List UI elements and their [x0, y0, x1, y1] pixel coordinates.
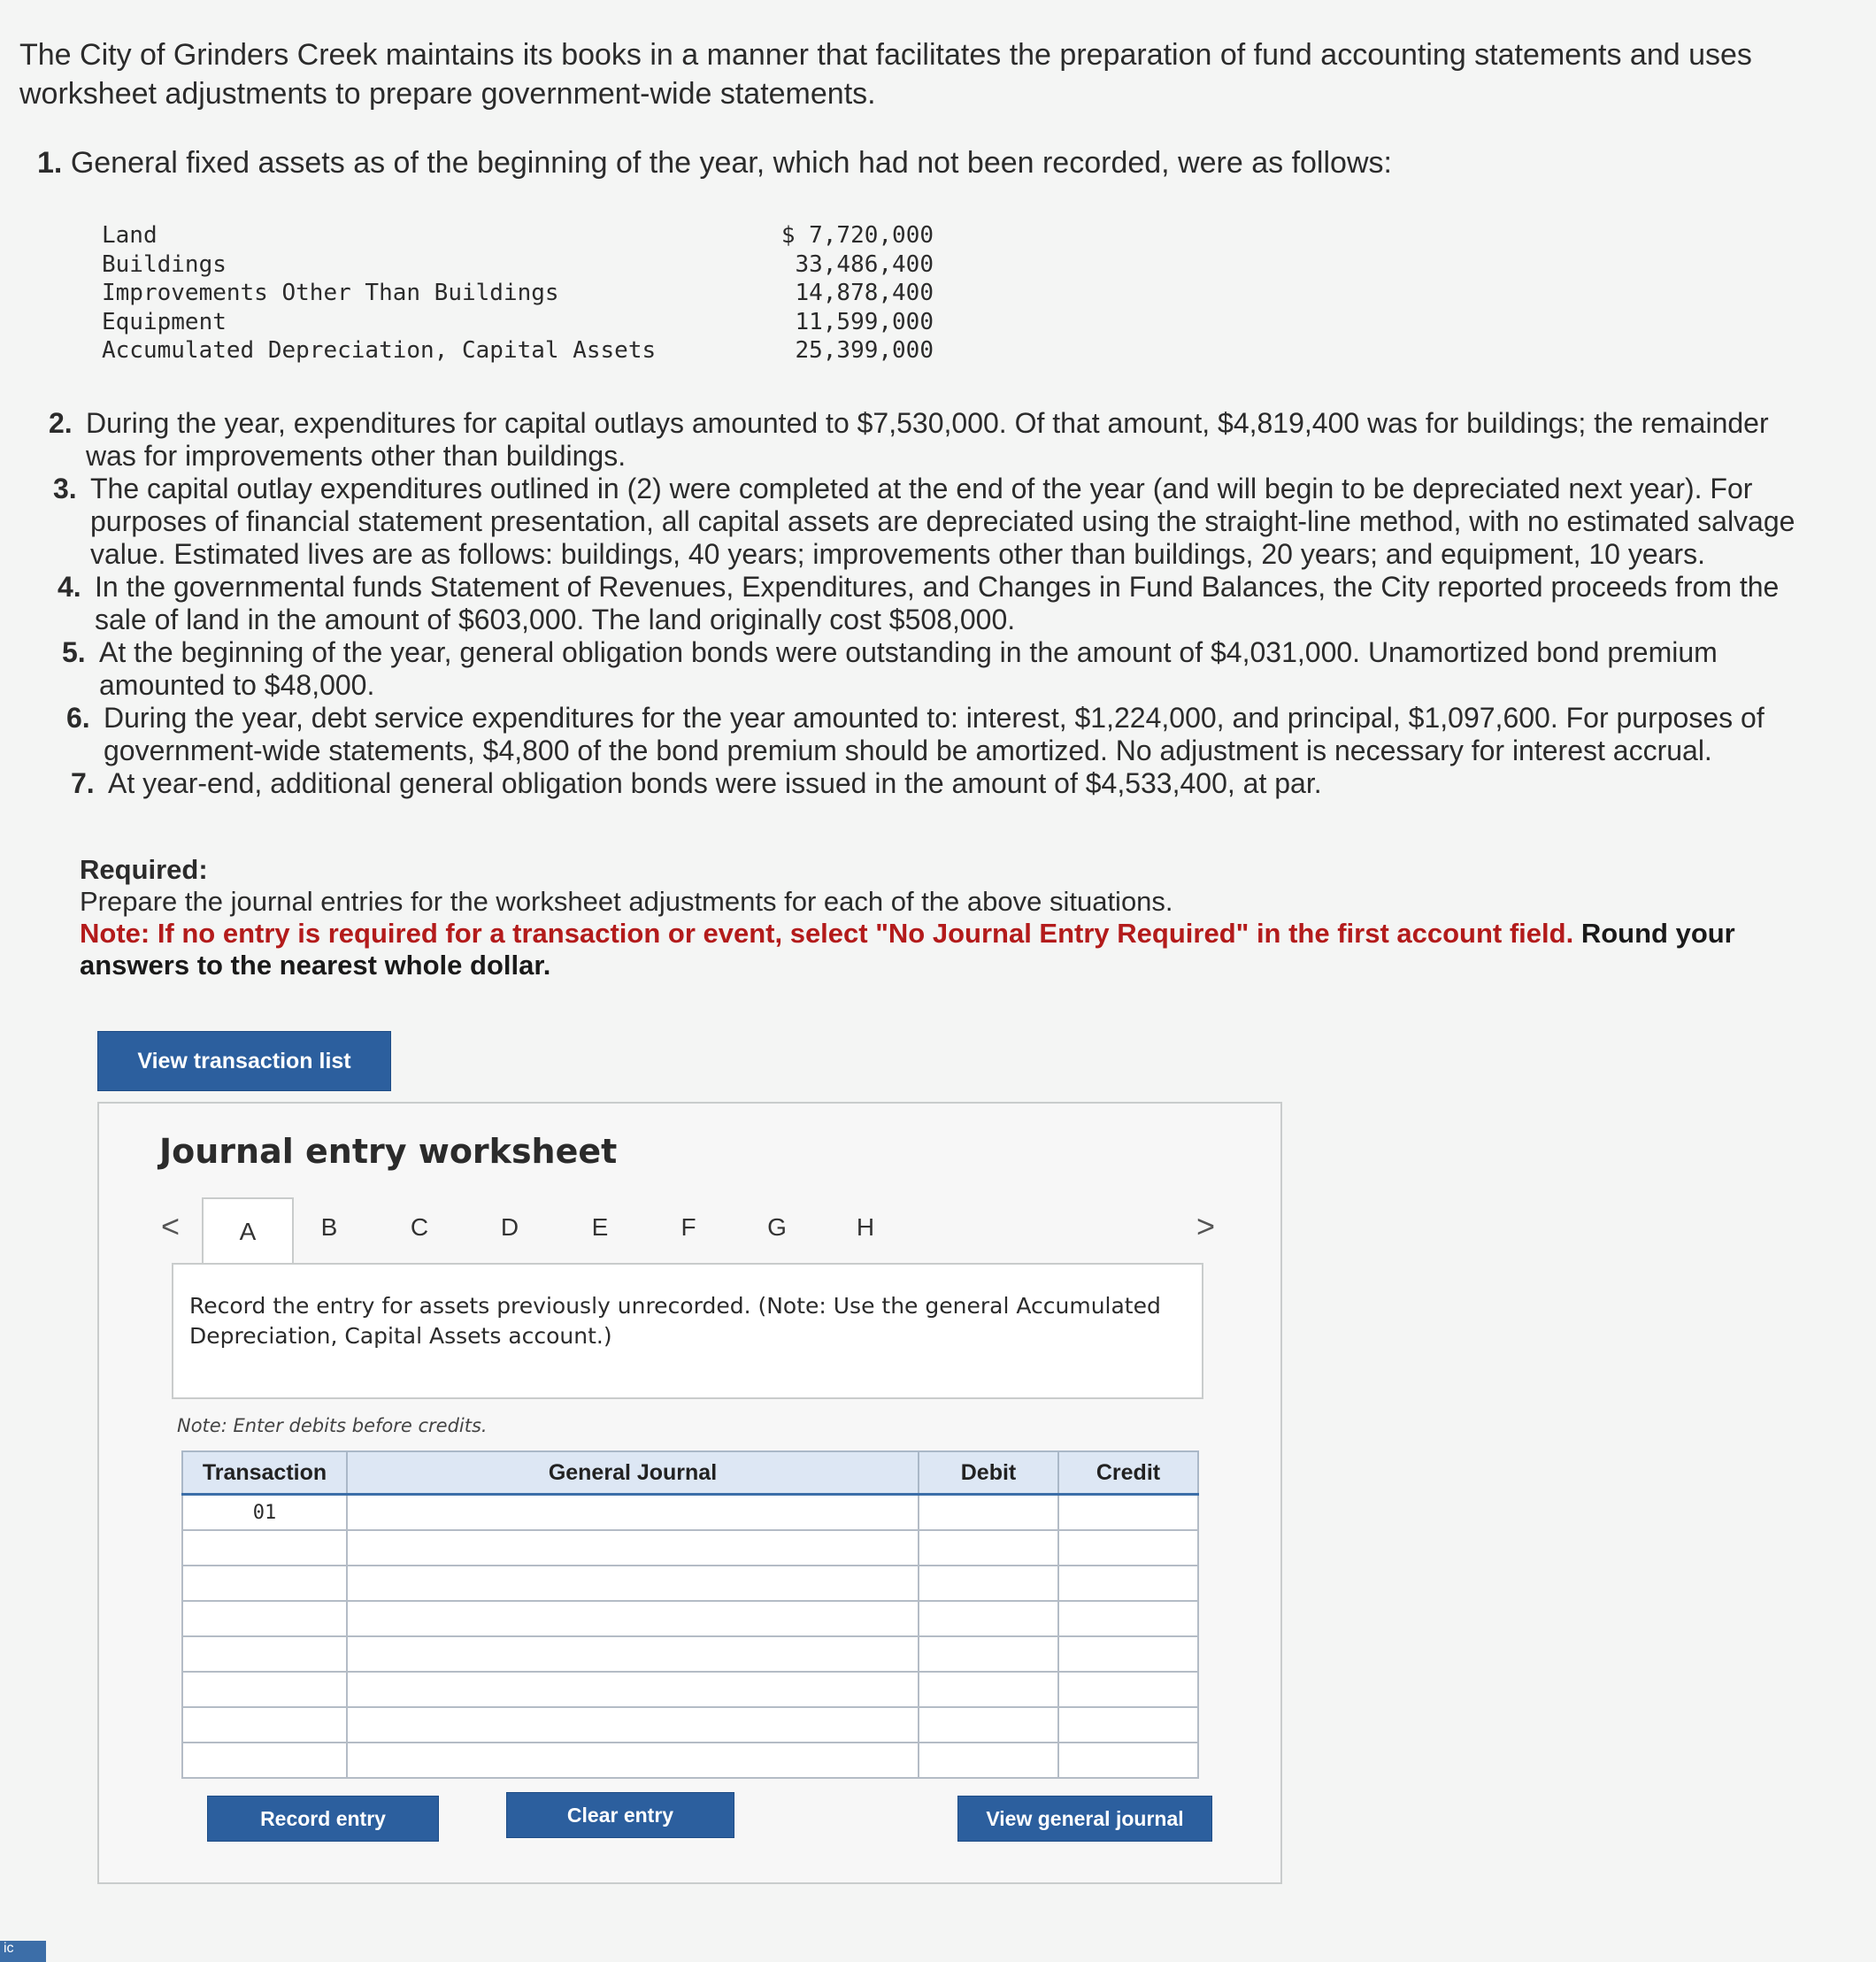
tab-c[interactable]: C: [410, 1213, 429, 1241]
credit-field[interactable]: [1058, 1566, 1198, 1601]
required-note-rest: Round your answers to the nearest whole dollar.: [80, 918, 1735, 981]
col-transaction: Transaction: [182, 1451, 347, 1495]
asset-name: Equipment: [102, 308, 227, 335]
required-section: [80, 854, 1761, 981]
table-row: [182, 1566, 1198, 1601]
corner-badge: ic: [0, 1941, 46, 1962]
tab-b[interactable]: B: [320, 1213, 338, 1241]
account-field[interactable]: [347, 1601, 919, 1636]
debit-field[interactable]: [919, 1636, 1058, 1672]
item-text: During the year, expenditures for capital outlays amounted to $7,530,000. Of that amount, $4,819,400 was for buildings; the remainder was for improvements other than buildings.: [86, 407, 1769, 472]
transaction-cell: 01: [182, 1495, 347, 1531]
asset-row: [102, 250, 934, 280]
asset-row: [102, 308, 934, 337]
transaction-cell: [182, 1743, 347, 1778]
view-transaction-list-button[interactable]: View transaction list: [97, 1031, 391, 1091]
problem-item: [66, 702, 1818, 767]
tab-e[interactable]: E: [591, 1213, 609, 1241]
transaction-cell: [182, 1636, 347, 1672]
item-1-text: General fixed assets as of the beginning of the year, which had not been recorded, were as follows:: [70, 146, 1392, 180]
problem-item: [62, 636, 1818, 702]
item-number: 7.: [71, 767, 95, 799]
credit-field[interactable]: [1058, 1601, 1198, 1636]
problem-intro: The City of Grinders Creek maintains its books in a manner that facilitates the preparation of fund accounting statements and uses worksheet adjustments to prepare government-wide statements.: [19, 38, 1752, 111]
asset-amount: 25,399,000: [795, 337, 934, 364]
fixed-assets-list: [102, 221, 934, 365]
transaction-cell: [182, 1672, 347, 1707]
debit-field[interactable]: [919, 1743, 1058, 1778]
debit-field[interactable]: [919, 1566, 1058, 1601]
problem-item: [49, 407, 1818, 473]
item-number: 4.: [58, 571, 81, 603]
asset-row: [102, 221, 934, 250]
debit-field[interactable]: [919, 1495, 1058, 1531]
prev-tab-arrow-icon[interactable]: <: [161, 1208, 181, 1244]
asset-row: [102, 279, 934, 308]
required-note: [80, 918, 1761, 981]
item-1: [37, 143, 1807, 182]
table-row: [182, 1601, 1198, 1636]
account-field[interactable]: [347, 1743, 919, 1778]
col-credit: Credit: [1058, 1451, 1198, 1495]
col-debit: Debit: [919, 1451, 1058, 1495]
asset-amount: 14,878,400: [795, 280, 934, 306]
required-note-lead: Note: If no entry is required for a transaction or event, select "No Journal Entry Required" in the first account field.: [80, 918, 1574, 949]
tab-h[interactable]: H: [856, 1213, 875, 1241]
table-row: [182, 1495, 1198, 1531]
table-row: [182, 1530, 1198, 1566]
table-row: [182, 1743, 1198, 1778]
instruction-box: [172, 1263, 1203, 1399]
item-text: At year-end, additional general obligation bonds were issued in the amount of $4,533,400, at par.: [108, 767, 1322, 799]
credit-field[interactable]: [1058, 1707, 1198, 1743]
view-general-journal-button[interactable]: View general journal: [957, 1796, 1212, 1842]
tab-d[interactable]: D: [500, 1213, 519, 1241]
asset-row: [102, 336, 934, 365]
record-entry-button[interactable]: Record entry: [207, 1796, 439, 1842]
item-text: During the year, debt service expenditures for the year amounted to: interest, $1,224,000, and principal, $1,097,600. For purposes of government-wide statements, $4,800 of the bond premium should be amortized. No adjustment is necessary for interest accrual.: [104, 702, 1765, 766]
transaction-cell: [182, 1566, 347, 1601]
journal-entry-worksheet: [97, 1102, 1282, 1884]
transaction-cell: [182, 1530, 347, 1566]
asset-name: Buildings: [102, 250, 227, 278]
item-number: 5.: [62, 636, 86, 668]
account-field[interactable]: [347, 1530, 919, 1566]
debit-note: Note: Enter debits before credits.: [177, 1415, 488, 1436]
credit-field[interactable]: [1058, 1495, 1198, 1531]
account-field[interactable]: [347, 1636, 919, 1672]
credit-field[interactable]: [1058, 1672, 1198, 1707]
problem-item: [53, 473, 1818, 571]
credit-field[interactable]: [1058, 1530, 1198, 1566]
clear-entry-button[interactable]: Clear entry: [506, 1792, 734, 1838]
item-text: The capital outlay expenditures outlined in (2) were completed at the end of the year (and will begin to be depreciated next year). For purposes of financial statement presentation, all capital assets are depreciated using the straight-line method, with no estimated salvage value. Estimated lives are as follows: buildings, 40 years; improvements other than buildings, 20 years; and equipment, 10 years.: [90, 473, 1795, 570]
account-field[interactable]: [347, 1495, 919, 1531]
problem-items: [49, 407, 1818, 800]
table-row: [182, 1672, 1198, 1707]
credit-field[interactable]: [1058, 1743, 1198, 1778]
col-general-journal: General Journal: [347, 1451, 919, 1495]
problem-item: [58, 571, 1818, 636]
item-number: 6.: [66, 702, 90, 734]
tab-a[interactable]: A: [202, 1197, 294, 1265]
item-text: In the governmental funds Statement of Revenues, Expenditures, and Changes in Fund Balances, the City reported proceeds from the sale of land in the amount of $603,000. The land originally cost $508,000.: [95, 571, 1780, 635]
debit-field[interactable]: [919, 1530, 1058, 1566]
required-text: Prepare the journal entries for the worksheet adjustments for each of the above situations.: [80, 886, 1173, 917]
item-number: 3.: [53, 473, 77, 504]
transaction-cell: [182, 1601, 347, 1636]
account-field[interactable]: [347, 1707, 919, 1743]
credit-field[interactable]: [1058, 1636, 1198, 1672]
debit-field[interactable]: [919, 1601, 1058, 1636]
asset-amount: 11,599,000: [795, 308, 934, 335]
table-row: [182, 1636, 1198, 1672]
item-number: 2.: [49, 407, 73, 439]
asset-name: Accumulated Depreciation, Capital Assets: [102, 337, 657, 364]
asset-amount: $ 7,720,000: [780, 222, 934, 249]
debit-field[interactable]: [919, 1672, 1058, 1707]
account-field[interactable]: [347, 1566, 919, 1601]
transaction-cell: [182, 1707, 347, 1743]
next-tab-arrow-icon[interactable]: >: [1196, 1208, 1216, 1244]
debit-field[interactable]: [919, 1707, 1058, 1743]
asset-name: Improvements Other Than Buildings: [102, 280, 559, 306]
tab-g[interactable]: G: [767, 1213, 787, 1241]
table-row: [182, 1707, 1198, 1743]
item-text: At the beginning of the year, general obligation bonds were outstanding in the amount of $4,031,000. Unamortized bond premium amounted to $48,000.: [99, 636, 1718, 701]
journal-table: [181, 1450, 1199, 1779]
item-1-number: 1.: [37, 146, 63, 180]
worksheet-tabs: [161, 1201, 1276, 1254]
worksheet-title: Journal entry worksheet: [159, 1132, 618, 1171]
instruction-text: Record the entry for assets previously unrecorded. (Note: Use the general Accumulated Depreciation, Capital Assets account.): [189, 1293, 1161, 1349]
required-heading: Required:: [80, 854, 208, 885]
account-field[interactable]: [347, 1672, 919, 1707]
problem-item: [71, 767, 1818, 800]
asset-amount: 33,486,400: [795, 250, 934, 278]
asset-name: Land: [102, 222, 158, 249]
tab-f[interactable]: F: [680, 1213, 696, 1241]
